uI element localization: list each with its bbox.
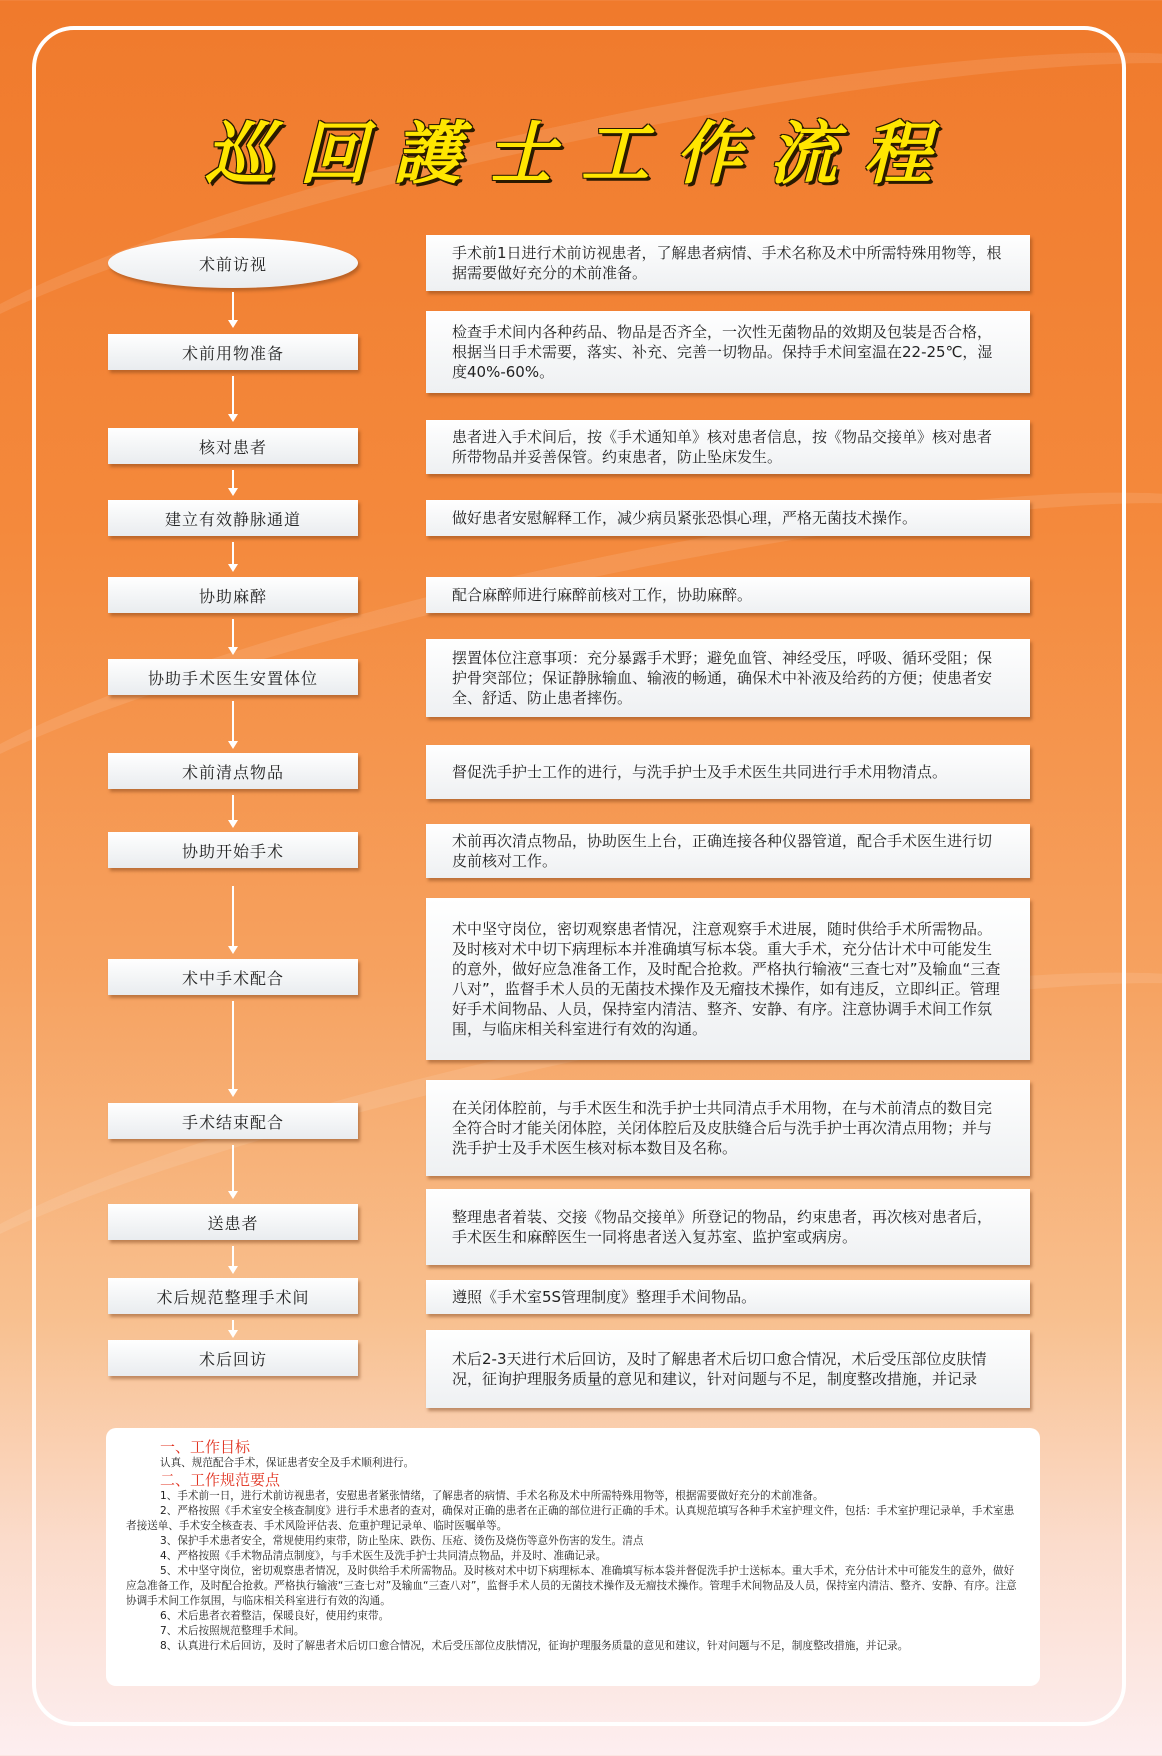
step-closing: 手术结束配合	[108, 1103, 358, 1139]
flow-arrow	[232, 1145, 234, 1193]
flow-arrow	[232, 1320, 234, 1332]
flow-arrow	[232, 376, 234, 416]
flow-arrow	[232, 292, 234, 322]
flow-arrow	[232, 619, 234, 649]
desc-clean-room: 遵照《手术室5S管理制度》整理手术间物品。	[426, 1280, 1030, 1314]
notes-point: 2、严格按照《手术室安全核查制度》进行手术患者的查对，确保对正确的患者在正确的部位进行正确的手术。认真规范填写各种手术室护理文件，包括：手术室护理记录单，手术室患者接送单、手术安全核查表、手术风险评估表、危重护理记录单、临时医嘱单等。	[126, 1505, 1015, 1532]
desc-preop-supplies: 检查手术间内各种药品、物品是否齐全，一次性无菌物品的效期及包装是否合格，根据当日手术需要，落实、补充、完善一切物品。保持手术间室温在22-25℃，湿度40%-60%。	[426, 311, 1030, 393]
flow-arrow	[232, 795, 234, 822]
desc-verify-patient: 患者进入手术间后，按《手术通知单》核对患者信息，按《物品交接单》核对患者所带物品并妥善保管。约束患者，防止坠床发生。	[426, 420, 1030, 474]
step-iv-access: 建立有效静脉通道	[108, 500, 358, 536]
desc-transfer-patient: 整理患者着装、交接《物品交接单》所登记的物品，约束患者，再次核对患者后，手术医生和麻醉医生一同将患者送入复苏室、监护室或病房。	[426, 1189, 1030, 1265]
poster-title: 巡回護士工作流程	[204, 114, 957, 194]
step-positioning: 协助手术医生安置体位	[108, 659, 358, 695]
step-clean-room: 术后规范整理手术间	[108, 1278, 358, 1314]
step-postop-visit: 术后回访	[108, 1340, 358, 1376]
notes-point: 6、术后患者衣着整洁，保暖良好，使用约束带。	[160, 1610, 390, 1622]
flow-arrow	[232, 701, 234, 743]
desc-positioning: 摆置体位注意事项：充分暴露手术野；避免血管、神经受压，呼吸、循环受阻；保护骨突部位；保证静脉输血、输液的畅通，确保术中补液及给药的方便；使患者安全、舒适、防止患者摔伤。	[426, 639, 1030, 717]
notes-point: 7、术后按照规范整理手术间。	[160, 1625, 305, 1637]
step-preop-count: 术前清点物品	[108, 753, 358, 789]
notes-point: 3、保护手术患者安全，常规使用约束带，防止坠床、跌伤、压疮、烫伤及烧伤等意外伤害的发生。清点	[160, 1535, 644, 1547]
flow-arrow	[232, 886, 234, 948]
notes-heading-goal: 一、工作目标	[160, 1438, 251, 1456]
desc-preop-visit: 手术前1日进行术前访视患者，了解患者病情、手术名称及术中所需特殊用物等，根据需要做好充分的术前准备。	[426, 235, 1030, 291]
step-transfer-patient: 送患者	[108, 1204, 358, 1240]
step-assist-anesthesia: 协助麻醉	[108, 577, 358, 613]
desc-closing: 在关闭体腔前，与手术医生和洗手护士共同清点手术用物，在与术前清点的数目完全符合时才能关闭体腔，关闭体腔后及皮肤缝合后与洗手护士再次清点用物；并与洗手护士及手术医生核对标本数目及名称。	[426, 1080, 1030, 1176]
flow-arrow	[232, 470, 234, 490]
flow-arrow	[232, 542, 234, 566]
notes-point: 4、严格按照《手术物品清点制度》，与手术医生及洗手护士共同清点物品，并及时、准确记录。	[160, 1550, 607, 1562]
notes-heading-points: 二、工作规范要点	[160, 1471, 281, 1489]
notes-goal-text: 认真、规范配合手术，保证患者安全及手术顺利进行。	[160, 1457, 415, 1469]
step-preop-supplies: 术前用物准备	[108, 334, 358, 370]
flow-arrow	[232, 1001, 234, 1091]
desc-intraop: 术中坚守岗位，密切观察患者情况，注意观察手术进展，随时供给手术所需物品。及时核对术中切下病理标本并准确填写标本袋。重大手术，充分估计术中可能发生的意外，做好应急准备工作，及时配合抢救。严格执行输液“三查七对”及输血“三查八对”，监督手术人员的无菌技术操作及无瘤技术操作，如有违反，立即纠正。管理好手术间物品、人员，保持室内清洁、整齐、安静、有序。注意协调手术间工作氛围，与临床相关科室进行有效的沟通。	[426, 898, 1030, 1060]
flow-arrow	[232, 1246, 234, 1268]
step-preop-visit: 术前访视	[108, 238, 358, 288]
desc-iv-access: 做好患者安慰解释工作，减少病员紧张恐惧心理，严格无菌技术操作。	[426, 500, 1030, 536]
desc-postop-visit: 术后2-3天进行术后回访，及时了解患者术后切口愈合情况，术后受压部位皮肤情况，征询护理服务质量的意见和建议，针对问题与不足，制度整改措施，并记录	[426, 1330, 1030, 1408]
notes-panel	[106, 1428, 1040, 1686]
notes-point: 8、认真进行术后回访，及时了解患者术后切口愈合情况，术后受压部位皮肤情况，征询护理服务质量的意见和建议，针对问题与不足，制度整改措施，并记录。	[160, 1640, 909, 1652]
desc-preop-count: 督促洗手护士工作的进行，与洗手护士及手术医生共同进行手术用物清点。	[426, 745, 1030, 799]
step-intraop: 术中手术配合	[108, 959, 358, 995]
notes-point: 5、术中坚守岗位，密切观察患者情况，及时供给手术所需物品。及时核对术中切下病理标本、准确填写标本袋并督促洗手护士送标本。重大手术，充分估计术中可能发生的意外，做好应急准备工作，及时配合抢救。严格执行输液“三查七对”及输血“三查八对”，监督手术人员的无菌技术操作及无瘤技术操作。管理手术间物品及人员，保持室内清洁、整齐、安静、有序。注意协调手术间工作氛围，与临床相关科室进行有效的沟通。	[126, 1565, 1017, 1607]
step-start-surgery: 协助开始手术	[108, 832, 358, 868]
desc-start-surgery: 术前再次清点物品，协助医生上台，正确连接各种仪器管道，配合手术医生进行切皮前核对工作。	[426, 824, 1030, 878]
desc-assist-anesthesia: 配合麻醉师进行麻醉前核对工作，协助麻醉。	[426, 577, 1030, 613]
step-verify-patient: 核对患者	[108, 428, 358, 464]
notes-point: 1、手术前一日，进行术前访视患者，安慰患者紧张情绪，了解患者的病情、手术名称及术中所需特殊用物等，根据需要做好充分的术前准备。	[160, 1490, 824, 1502]
